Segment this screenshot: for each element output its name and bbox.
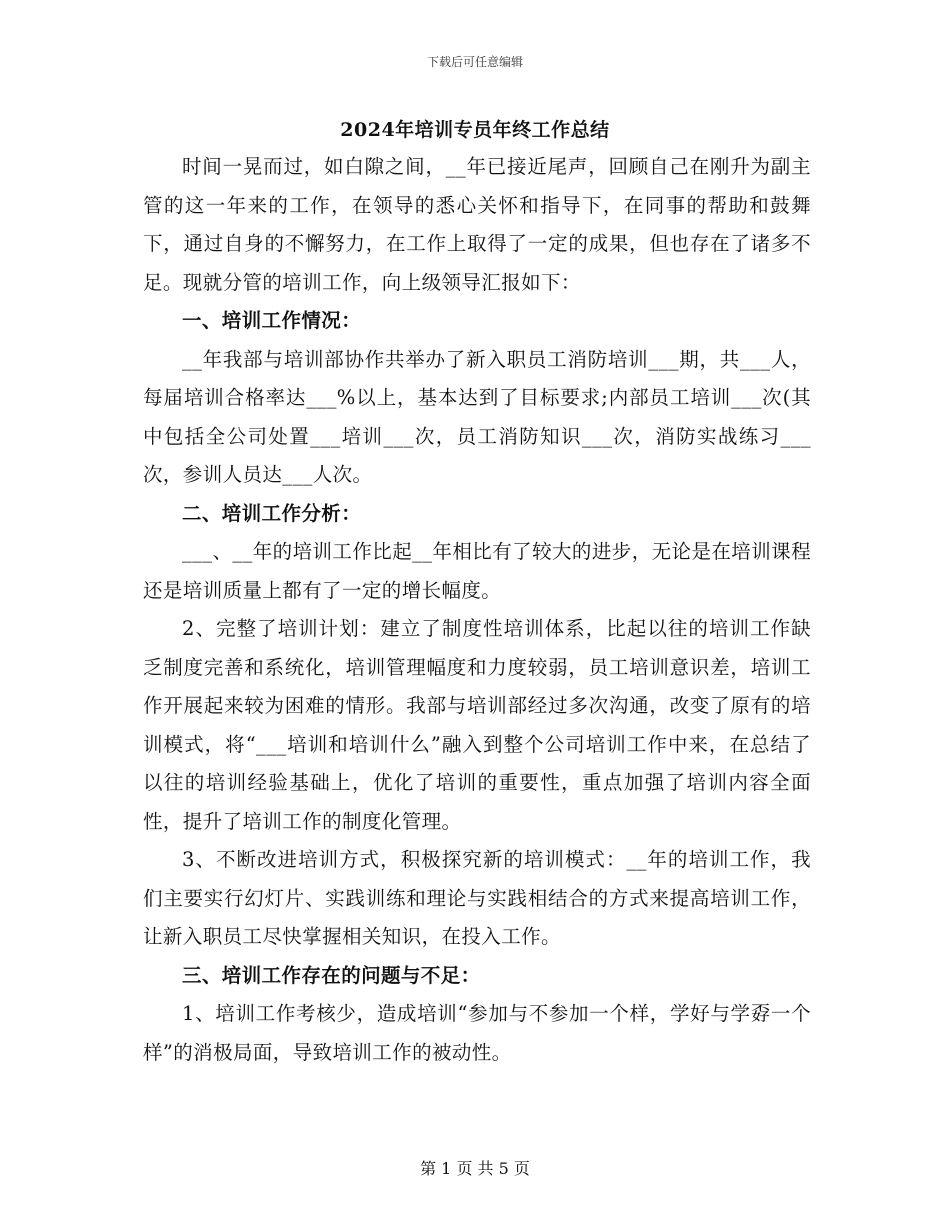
section-heading-2: 二、培训工作分析： [182,501,362,525]
paragraph-section-3-item-1: 1、培训工作考核少，造成培训“参加与不参加一个样，学好与学孬一个样”的消极局面，导致培训工作的被动性。 [143,1002,811,1064]
document-body [143,148,811,1072]
paragraph-section-2-item-3: 3、不断改进培训方式，积极探究新的培训模式：__年的培训工作，我们主要实行幻灯片、实践训练和理论与实践相结合的方式来提高培训工作，让新入职员工尽快掌握相关知识，在投入工作。 [143,848,811,948]
paragraph-section-2-item-2: 2、完整了培训计划：建立了制度性培训体系，比起以往的培训工作缺乏制度完善和系统化，培训管理幅度和力度较弱，员工培训意识差，培训工作开展起来较为困难的情形。我部与培训部经过多次沟通，改变了原有的培训模式，将“___培训和培训什么”融入到整个公司培训工作中来，在总结了以往的培训经验基础上，优化了培训的重要性，重点加强了培训内容全面性，提升了培训工作的制度化管理。 [143,617,811,833]
paragraph-section-2-item-1: ___、__年的培训工作比起__年相比有了较大的进步，无论是在培训课程还是培训质量上都有了一定的增长幅度。 [143,540,811,602]
header-note: 下载后可任意编辑 [426,55,523,69]
paragraph-section-1: __年我部与培训部协作共举办了新入职员工消防培训___期，共___人，每届培训合格率达___%以上，基本达到了目标要求;内部员工培训___次(其中包括全公司处置___培训___次，员工消防知识___次，消防实战练习___次，参训人员达___人次。 [143,347,811,486]
paragraph-intro: 时间一晃而过，如白隙之间，__年已接近尾声，回顾自己在刚升为副主管的这一年来的工作，在领导的悉心关怀和指导下，在同事的帮助和鼓舞下，通过自身的不懈努力，在工作上取得了一定的成果，但也存在了诸多不足。现就分管的培训工作，向上级领导汇报如下： [143,155,811,294]
section-heading-3: 三、培训工作存在的问题与不足： [182,963,481,987]
document-title: 2024年培训专员年终工作总结 [340,119,610,141]
section-heading-1: 一、培训工作情况： [182,309,362,332]
page-footer: 第 1 页 共 5 页 [420,1159,530,1178]
